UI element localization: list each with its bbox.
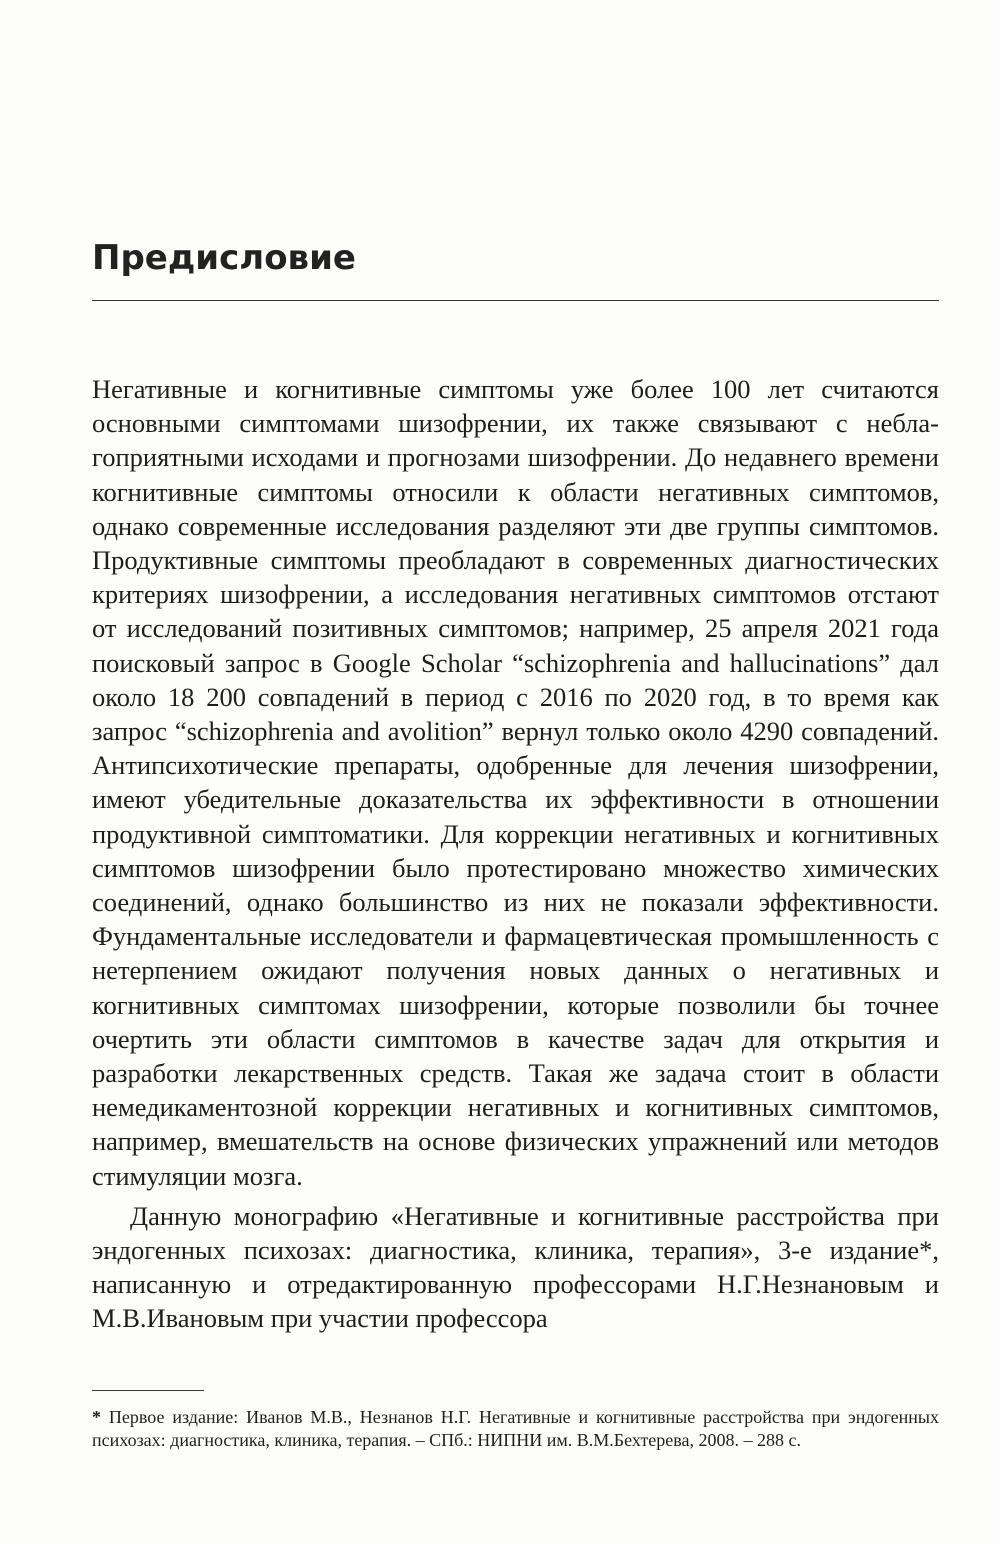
footnote <box>92 1406 939 1452</box>
title-divider <box>92 300 939 301</box>
paragraph-2: Данную монографию «Негативные и когнитивные расстройства при эндогенных психозах: диагностика, клиника, терапия», 3-е издание*, написанную и отредактированную профессорами Н.Г.Незнановым и М.В.Ивановым при участии профессора <box>92 1200 939 1334</box>
paragraph-1: Негативные и когнитивные симптомы уже более 100 лет считаются основными симптомами шизофрении, их также связывают с неблагоприятными исходами и прогнозами шизофрении. До недавнего времени когнитивные симптомы относили к области негативных симптомов, однако современные исследования разделяют эти две группы симптомов. Продуктивные симптомы преобладают в современных диагностических критериях шизофрении, а исследования негативных симптомов отстают от исследований позитивных симптомов; например, 25 апреля 2021 года поисковый запрос в Google Scholar “schizophrenia and hallucinations” дал около 18 200 совпадений в период с 2016 по 2020 год, в то время как запрос “schizophrenia and avolition” вернул только около 4290 совпадений. Антипсихотические препараты, одобренные для лечения шизофрении, имеют убедительные доказательства их эффективности в отношении продуктивной симптоматики. Для коррекции негативных и когнитивных симптомов шизофрении было протестировано множество химических соединений, однако большинство из них не показали эффективности. Фундаментальные исследователи и фармацевтическая промышленность с нетерпением ожидают получения новых данных о негативных и когнитивных симптомах шизофрении, которые позволили бы точнее очертить эти области симптомов в качестве задач для открытия и разработки лекарственных средств. Такая же задача стоит в области немедикаментозной коррекции негативных и когнитивных симптомов, например, вмешательств на основе физических упражнений или методов стимуляции мозга. <box>92 374 939 1191</box>
body-text <box>92 372 939 1336</box>
footnote-divider <box>92 1390 204 1391</box>
footnote-text: Первое издание: Иванов М.В., Незнанов Н.Г. Негативные и когнитивные расстройства при эндогенных психозах: диагностика, клиника, терапия. – СПб.: НИПНИ им. В.М.Бехтерева, 2008. – 288 с. <box>92 1407 939 1450</box>
page-title: Предисловие <box>92 238 356 278</box>
footnote-mark: * <box>92 1407 101 1427</box>
